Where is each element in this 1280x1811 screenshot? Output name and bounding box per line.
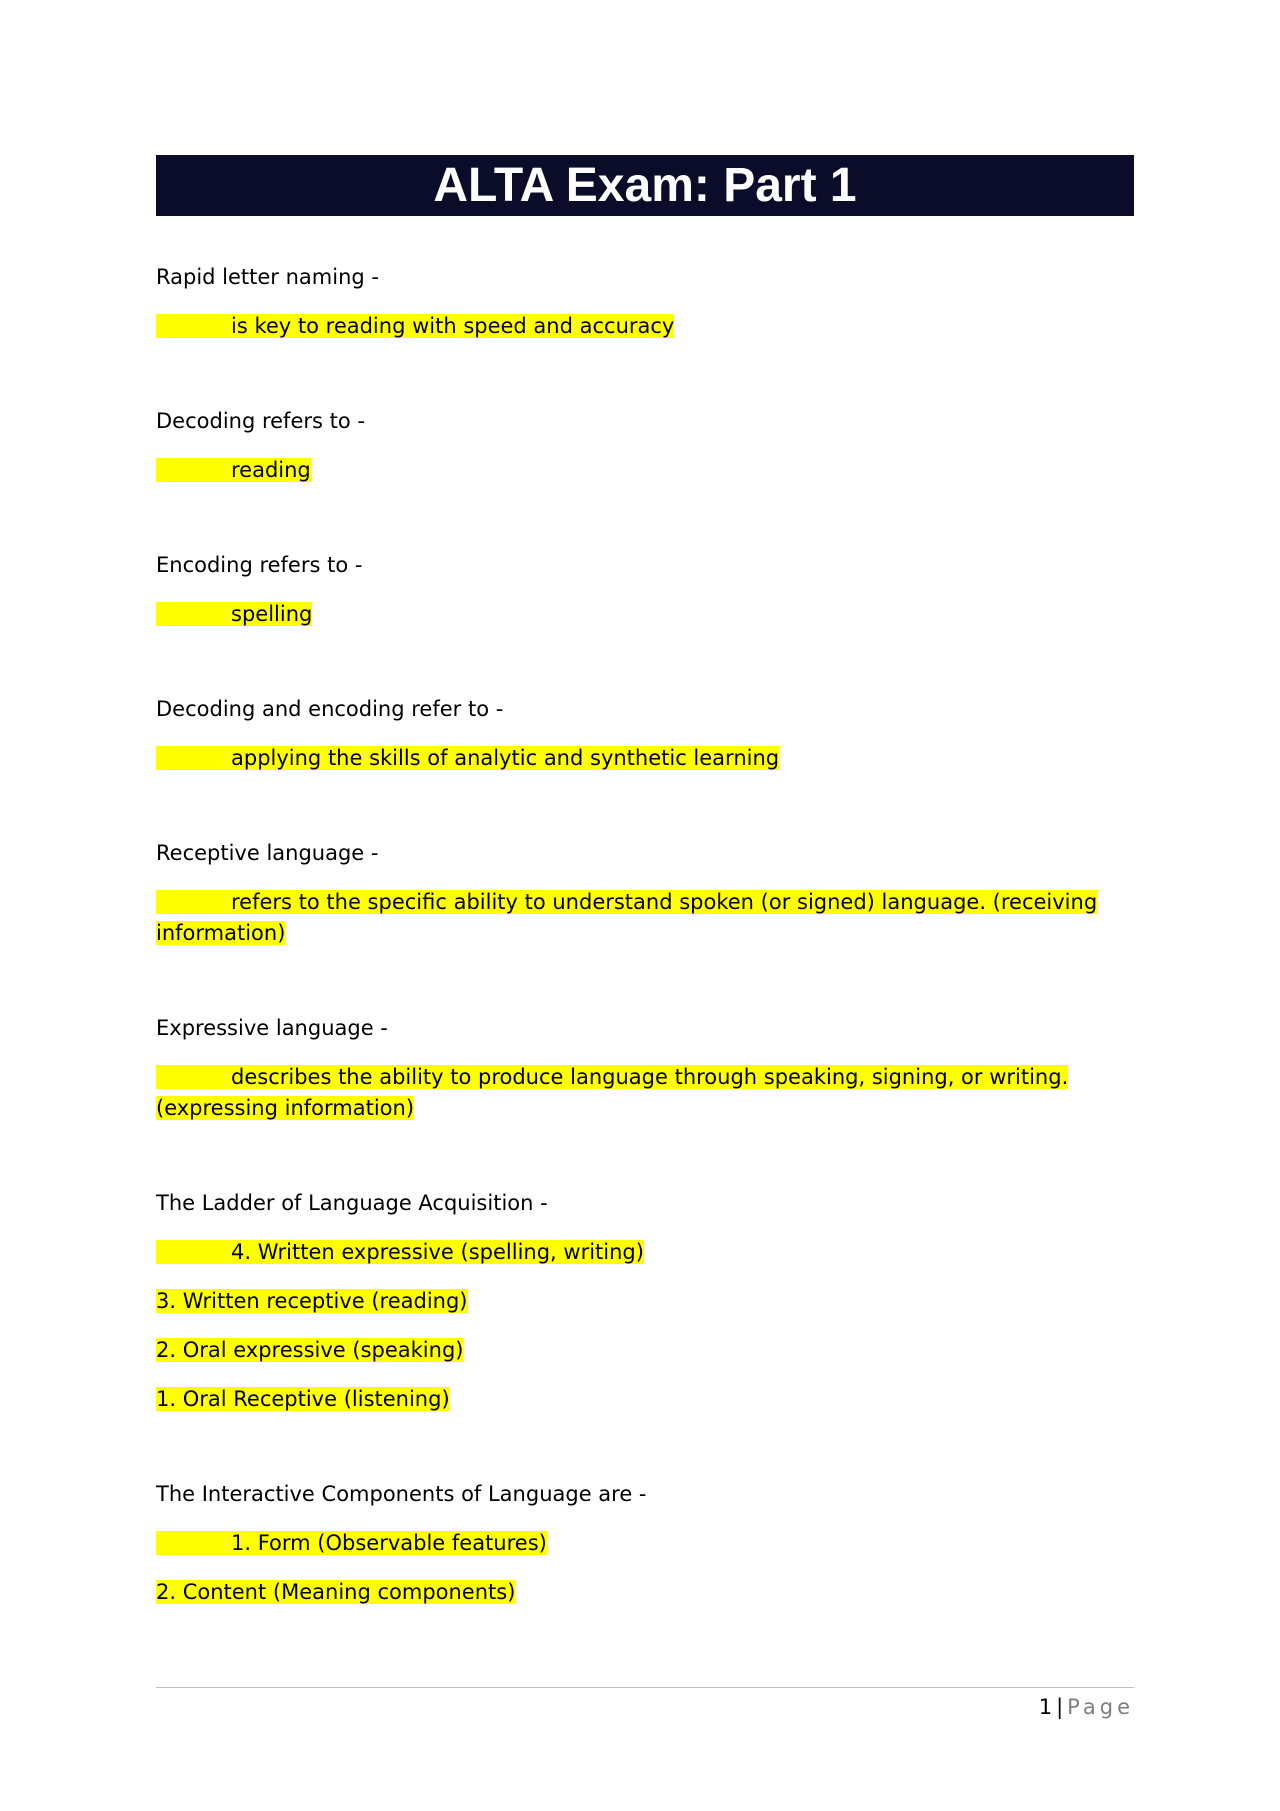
entry-answer: 1. Oral Receptive (listening) bbox=[156, 1387, 450, 1411]
entry-question: Expressive language - bbox=[156, 1016, 388, 1040]
entry-answer: 2. Content (Meaning components) bbox=[156, 1580, 516, 1604]
entry-question: Decoding and encoding refer to - bbox=[156, 697, 504, 721]
footer-separator: | bbox=[1056, 1695, 1064, 1719]
entry-answer: is key to reading with speed and accuracy bbox=[156, 311, 1134, 342]
entry-question: The Interactive Components of Language are - bbox=[156, 1482, 647, 1506]
entry-answer: refers to the specific ability to understand spoken (or signed) language. (receiving information) bbox=[156, 890, 1098, 945]
entry-encoding bbox=[156, 550, 1134, 630]
entry-answer: describes the ability to produce language through speaking, signing, or writing. (expressing information) bbox=[156, 1065, 1069, 1120]
entry-decoding bbox=[156, 406, 1134, 486]
entry-answer: spelling bbox=[156, 599, 1134, 630]
page-label: Page bbox=[1067, 1695, 1134, 1719]
entry-answer: 4. Written expressive (spelling, writing) bbox=[156, 1237, 1134, 1268]
entry-answer: applying the skills of analytic and synthetic learning bbox=[156, 743, 1134, 774]
footer-divider bbox=[156, 1687, 1134, 1688]
entry-question: Decoding refers to - bbox=[156, 409, 365, 433]
entry-answer: 1. Form (Observable features) bbox=[156, 1528, 1134, 1559]
entry-rapid-letter-naming bbox=[156, 262, 1134, 342]
entry-receptive-language bbox=[156, 838, 1134, 949]
entry-ladder-of-language bbox=[156, 1188, 1134, 1415]
entry-expressive-language bbox=[156, 1013, 1134, 1124]
entry-interactive-components bbox=[156, 1479, 1134, 1608]
page-number: 1 bbox=[1038, 1695, 1053, 1719]
entry-answer: 3. Written receptive (reading) bbox=[156, 1289, 468, 1313]
document-title: ALTA Exam: Part 1 bbox=[433, 158, 857, 212]
entry-answer: reading bbox=[156, 455, 1134, 486]
title-banner bbox=[156, 155, 1134, 216]
entry-question: The Ladder of Language Acquisition - bbox=[156, 1191, 548, 1215]
document-body bbox=[156, 262, 1134, 1672]
entry-answer: 2. Oral expressive (speaking) bbox=[156, 1338, 464, 1362]
page-footer bbox=[1039, 1692, 1134, 1722]
entry-question: Receptive language - bbox=[156, 841, 379, 865]
entry-question: Rapid letter naming - bbox=[156, 265, 379, 289]
entry-question: Encoding refers to - bbox=[156, 553, 363, 577]
entry-decoding-encoding bbox=[156, 694, 1134, 774]
